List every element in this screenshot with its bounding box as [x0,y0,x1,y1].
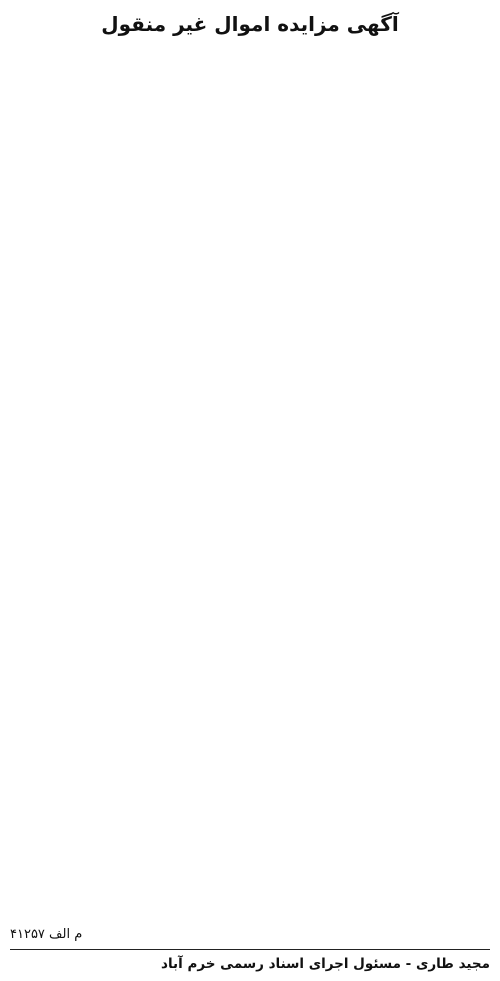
notice-reference-number: م الف ۴۱۲۵۷ [10,927,83,942]
notice-signature: مجید طاری - مسئول اجرای اسناد رسمی خرم آباد [161,956,490,972]
notice-title: آگهی مزایده اموال غیر منقول [101,12,399,36]
notice-body [10,44,490,921]
signature-divider [10,949,490,950]
